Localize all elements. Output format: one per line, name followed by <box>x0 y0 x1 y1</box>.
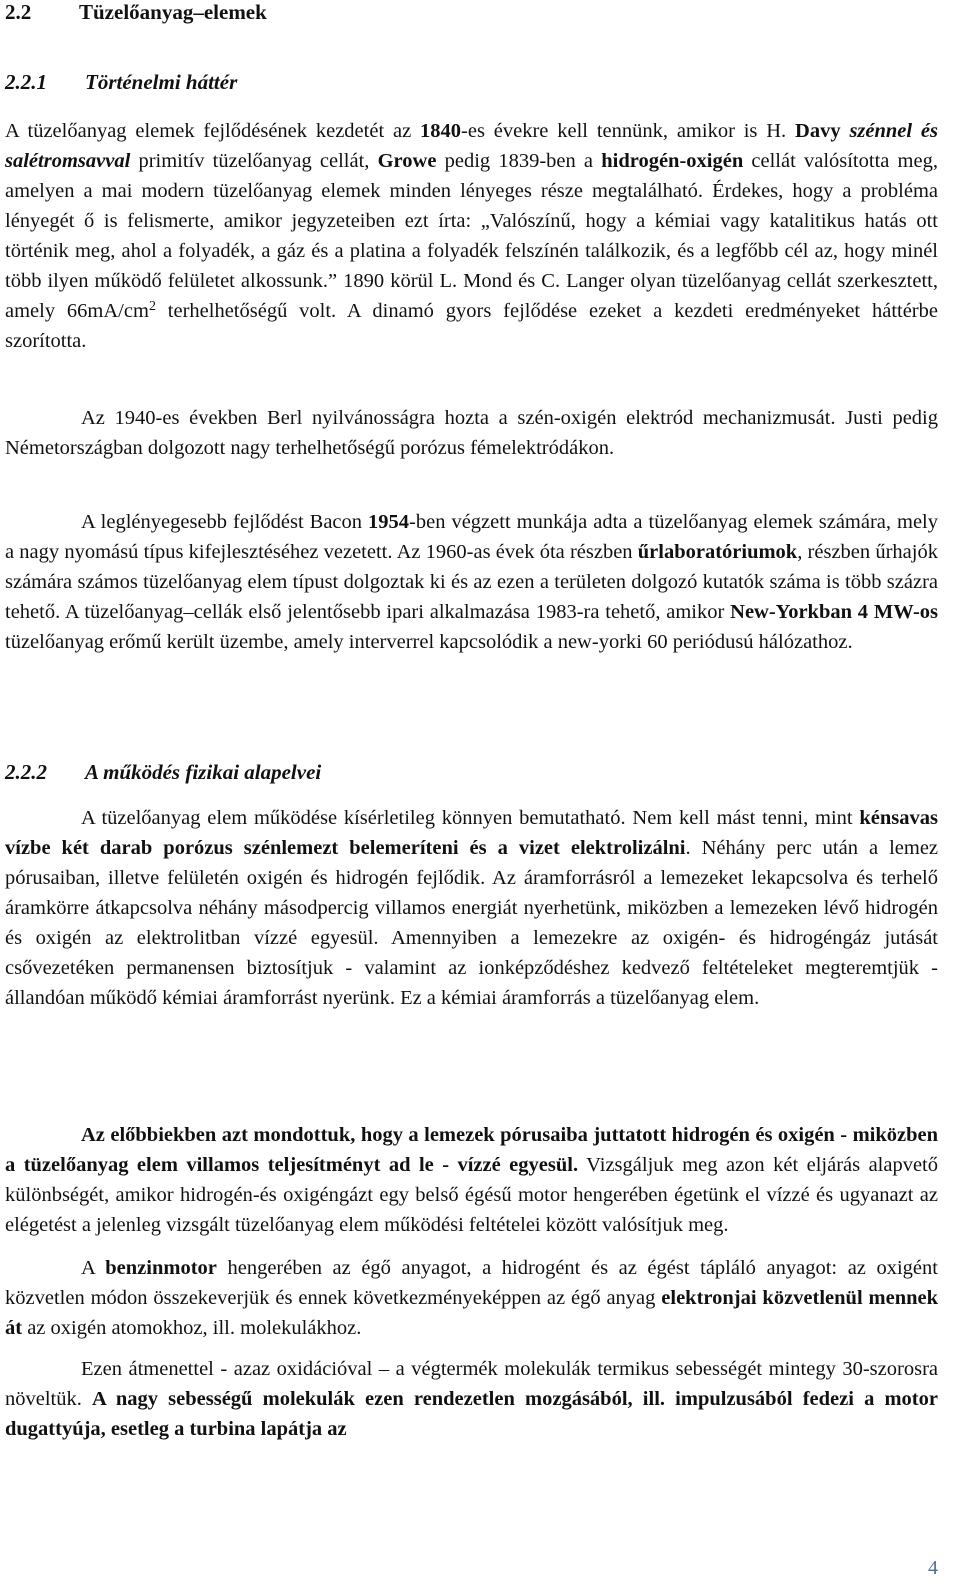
bold-run: 1954 <box>368 511 410 533</box>
text-run: -es évekre kell tennünk, amikor is H. <box>461 120 796 142</box>
text-run: terhelhetőségű volt. A dinamó gyors fejlődése ezeket a kezdeti eredményeket háttérbe szorította. <box>5 300 938 352</box>
bold-run: Az előbbiekben azt mondottuk, hogy a lemezek pórusaiba juttatott hidrogén és oxigén - miközben a tüzelőanyag elem villamos teljesítményt ad le - vízzé egyesül. <box>5 1124 938 1176</box>
section-title: Tüzelőanyag–elemek <box>79 0 267 24</box>
paragraph-history-1 <box>5 116 938 356</box>
bold-run: elektronjai közvetlenül mennek át <box>5 1287 939 1339</box>
text-run: cellát valósította meg, amelyen a mai modern tüzelőanyag elemek minden lényeges része megtalálható. Érdekes, hogy a probléma lényegét ő is felismerte, amikor jegyzeteiben ezt írta: „Valószínű, hogy a kémiai vagy katalitikus hatás ott történik meg, ahol a folyadék, a gáz és a platina a folyadék felszínén találkozik, és a legfőbb cél az, hogy minél több ilyen működő felületet alkossunk.” 1890 körül L. Mond és C. Langer olyan tüzelőanyag cellát szerkesztett, amely 66mA/cm <box>5 150 938 322</box>
section-number: 2.2 <box>5 0 32 24</box>
subsection-title: Történelmi háttér <box>85 70 238 94</box>
text-run: pedig 1839-ben a <box>436 150 602 172</box>
paragraph-principles-2 <box>5 1120 938 1240</box>
paragraph-principles-1 <box>5 803 938 1013</box>
bold-italic-run: szénnel és salétromsavval <box>5 120 939 172</box>
bold-run: 1840 <box>420 120 462 142</box>
text-run: Az 1940-es években Berl nyilvánosságra hozta a szén-oxigén elektród mechanizmusát. Justi pedig Németországban dolgozott nagy terhelhetőségű porózus fémelektródákon. <box>5 407 938 459</box>
superscript: 2 <box>148 299 156 314</box>
bold-run: benzinmotor <box>105 1257 217 1279</box>
text-run: A tüzelőanyag elem működése kísérletileg könnyen bemutatható. Nem kell mást tenni, mint <box>81 807 860 829</box>
bold-run: A nagy sebességű molekulák ezen rendezetlen mozgásából, ill. impulzusából fedezi a motor dugattyúja, esetleg a turbina lapátja az <box>5 1388 938 1440</box>
text-run: . Néhány perc után a lemez pórusaiban, illetve felületén oxigén és hidrogén fejlődik. Az áramforrásról a lemezeket lekapcsolva és terhelő áramkörre átkapcsolva néhány másodpercig villamos energiát nyerhetünk, miközben a lemezeken lévő hidrogén és oxigén az elektrolitban vízzé egyesül. Amennyiben a lemezekre az oxigén- és hidrogéngáz jutását csővezetéken permanensen biztosítjuk - valamint az ionképződéshez kedvező feltételeket megteremtjük - állandóan működő kémiai áramforrást nyerünk. Ez a kémiai áramforrás a tüzelőanyag elem. <box>5 837 939 1009</box>
section-heading <box>5 0 938 27</box>
subsection-number: 2.2.1 <box>5 70 47 94</box>
text-run: A leglényegesebb fejlődést Bacon <box>81 511 369 533</box>
paragraph-history-2 <box>5 403 938 463</box>
text-run: A <box>81 1257 106 1279</box>
bold-run: hidrogén-oxigén <box>601 150 744 172</box>
paragraph-principles-4 <box>5 1354 938 1444</box>
page-number: 4 <box>928 1557 938 1579</box>
bold-run: New-Yorkban 4 MW-os <box>730 601 939 623</box>
paragraph-history-3 <box>5 507 938 657</box>
subsection-heading-history <box>5 67 938 97</box>
subsection-heading-principles <box>5 757 938 787</box>
text-run: Ezen átmenettel - azaz oxidációval – a végtermék molekulák termikus sebességét mintegy 30-szorosra növeltük. <box>5 1358 938 1410</box>
paragraph-principles-3 <box>5 1253 938 1343</box>
text-run: hengerében az égő anyagot, a hidrogént és az égést tápláló anyagot: az oxigént közvetlen módon összekeverjük és ennek következményeképpen az égő anyag <box>5 1257 938 1309</box>
text-run: primitív tüzelőanyag cellát, <box>130 150 378 172</box>
subsection-number: 2.2.2 <box>5 760 47 784</box>
subsection-title: A működés fizikai alapelvei <box>85 760 322 784</box>
text-run: A tüzelőanyag elemek fejlődésének kezdetét az <box>5 120 421 142</box>
bold-run: kénsavas vízbe két darab porózus szénlemezt belemeríteni és a vizet elektrolizálni <box>5 807 938 859</box>
text-run: az oxigén atomokhoz, ill. molekulákhoz. <box>22 1317 362 1339</box>
text-run: -ben végzett munkája adta a tüzelőanyag elemek számára, mely a nagy nyomású típus kifejlesztéséhez vezetett. Az 1960-as évek óta részben <box>5 511 939 563</box>
bold-run: űrlaboratóriumok <box>637 541 798 563</box>
text-run: , részben űrhajók számára számos tüzelőanyag elem típust dolgoztak ki és az ezen a területen dolgozó kutatók száma is több százra tehető. A tüzelőanyag–cellák első jelentősebb ipari alkalmazása 1983-ra tehető, amikor <box>5 541 938 623</box>
bold-run: Davy <box>795 120 841 142</box>
text-run: Vizsgáljuk meg azon két eljárás alapvető különbségét, amikor hidrogén-és oxigéngázt egy belső égésű motor hengerében égetünk el vízzé és ugyanazt az elégetést a jelenleg vizsgált tüzelőanyag elem működési feltételei között valósítjuk meg. <box>5 1154 939 1236</box>
text-run: tüzelőanyag erőmű került üzembe, amely interverrel kapcsolódik a new-yorki 60 periódusú hálózathoz. <box>5 631 853 653</box>
bold-run: Growe <box>377 150 437 172</box>
